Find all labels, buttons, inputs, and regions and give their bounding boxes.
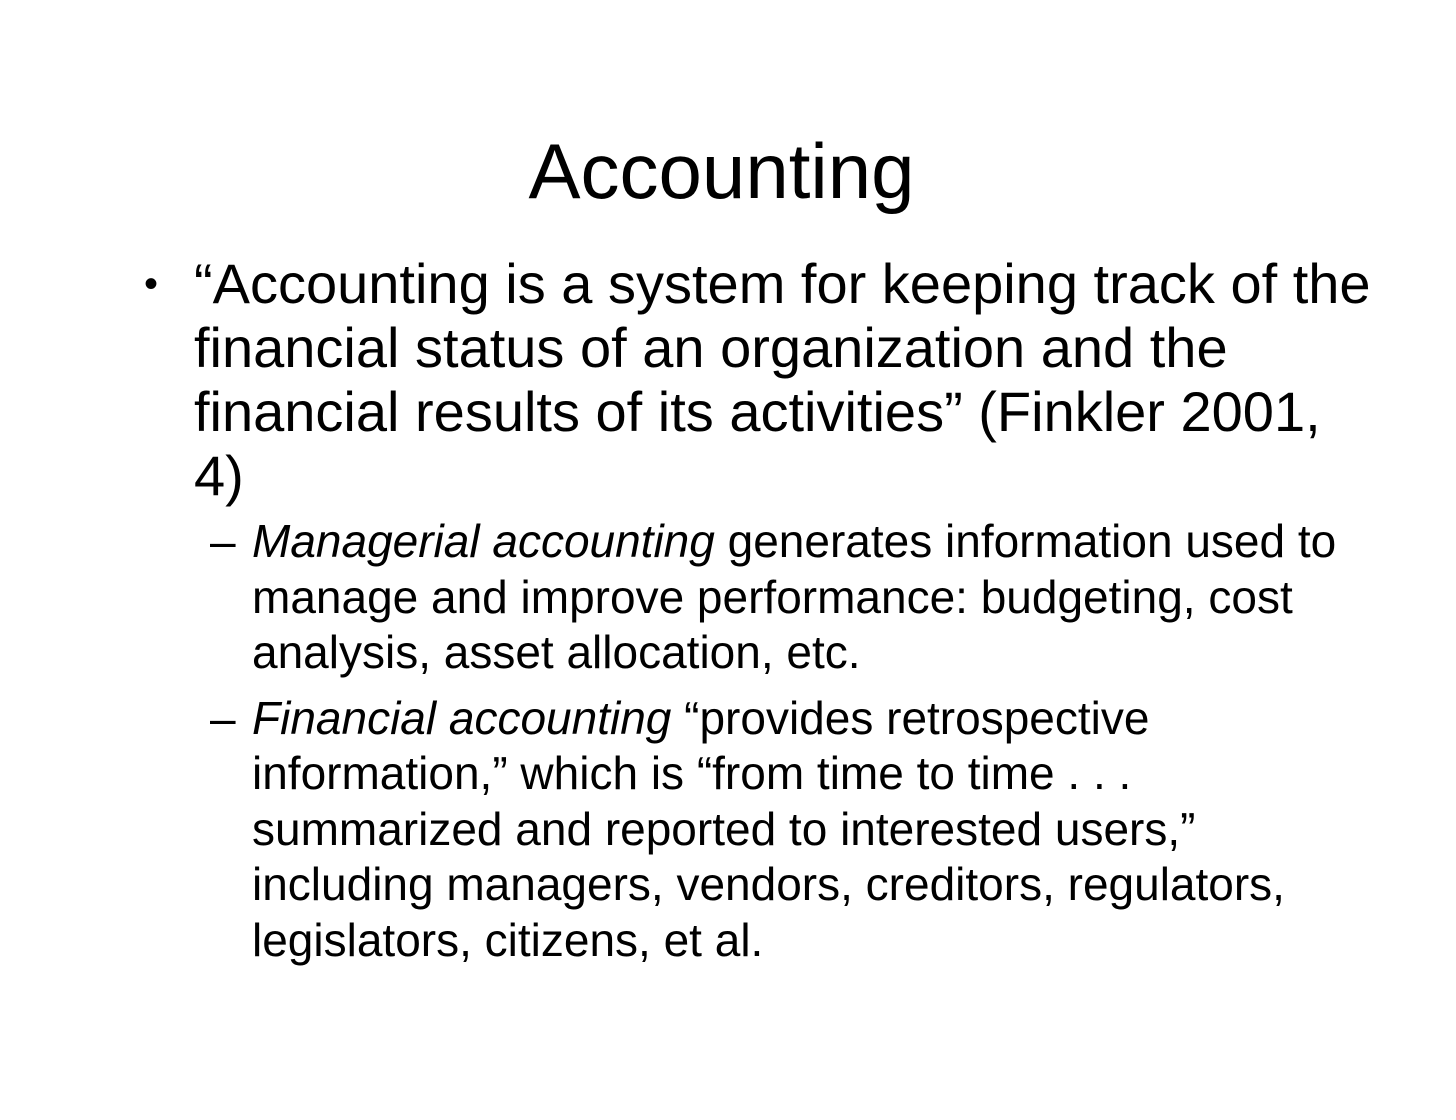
term-managerial-accounting: Managerial accounting bbox=[252, 515, 715, 567]
main-bullet-text: “Accounting is a system for keeping track of the financial status of an organization and the financial results of its activities” (Finkler 2001, 4) bbox=[194, 252, 1371, 507]
dash-marker: – bbox=[210, 515, 236, 567]
sub-bullet-text: “provides retrospective information,” which is “from time to time . . . summarized and reported to interested users,” including managers, vendors, creditors, regulators, legislators, citizens, et al. bbox=[252, 691, 1285, 966]
slide-title: Accounting bbox=[528, 127, 915, 215]
bullet-list bbox=[0, 252, 1456, 978]
term-financial-accounting: Financial accounting bbox=[252, 691, 672, 744]
main-bullet bbox=[144, 252, 1374, 508]
bullet-marker: • bbox=[144, 262, 159, 306]
sub-bullet-managerial bbox=[210, 514, 1382, 681]
sub-bullet-list bbox=[0, 514, 1456, 968]
sub-bullet-financial bbox=[210, 691, 1382, 969]
dash-marker: – bbox=[210, 691, 236, 744]
sub-bullet-text: generates information used to manage and improve performance: budgeting, cost analysis, asset allocation, etc. bbox=[252, 515, 1337, 678]
